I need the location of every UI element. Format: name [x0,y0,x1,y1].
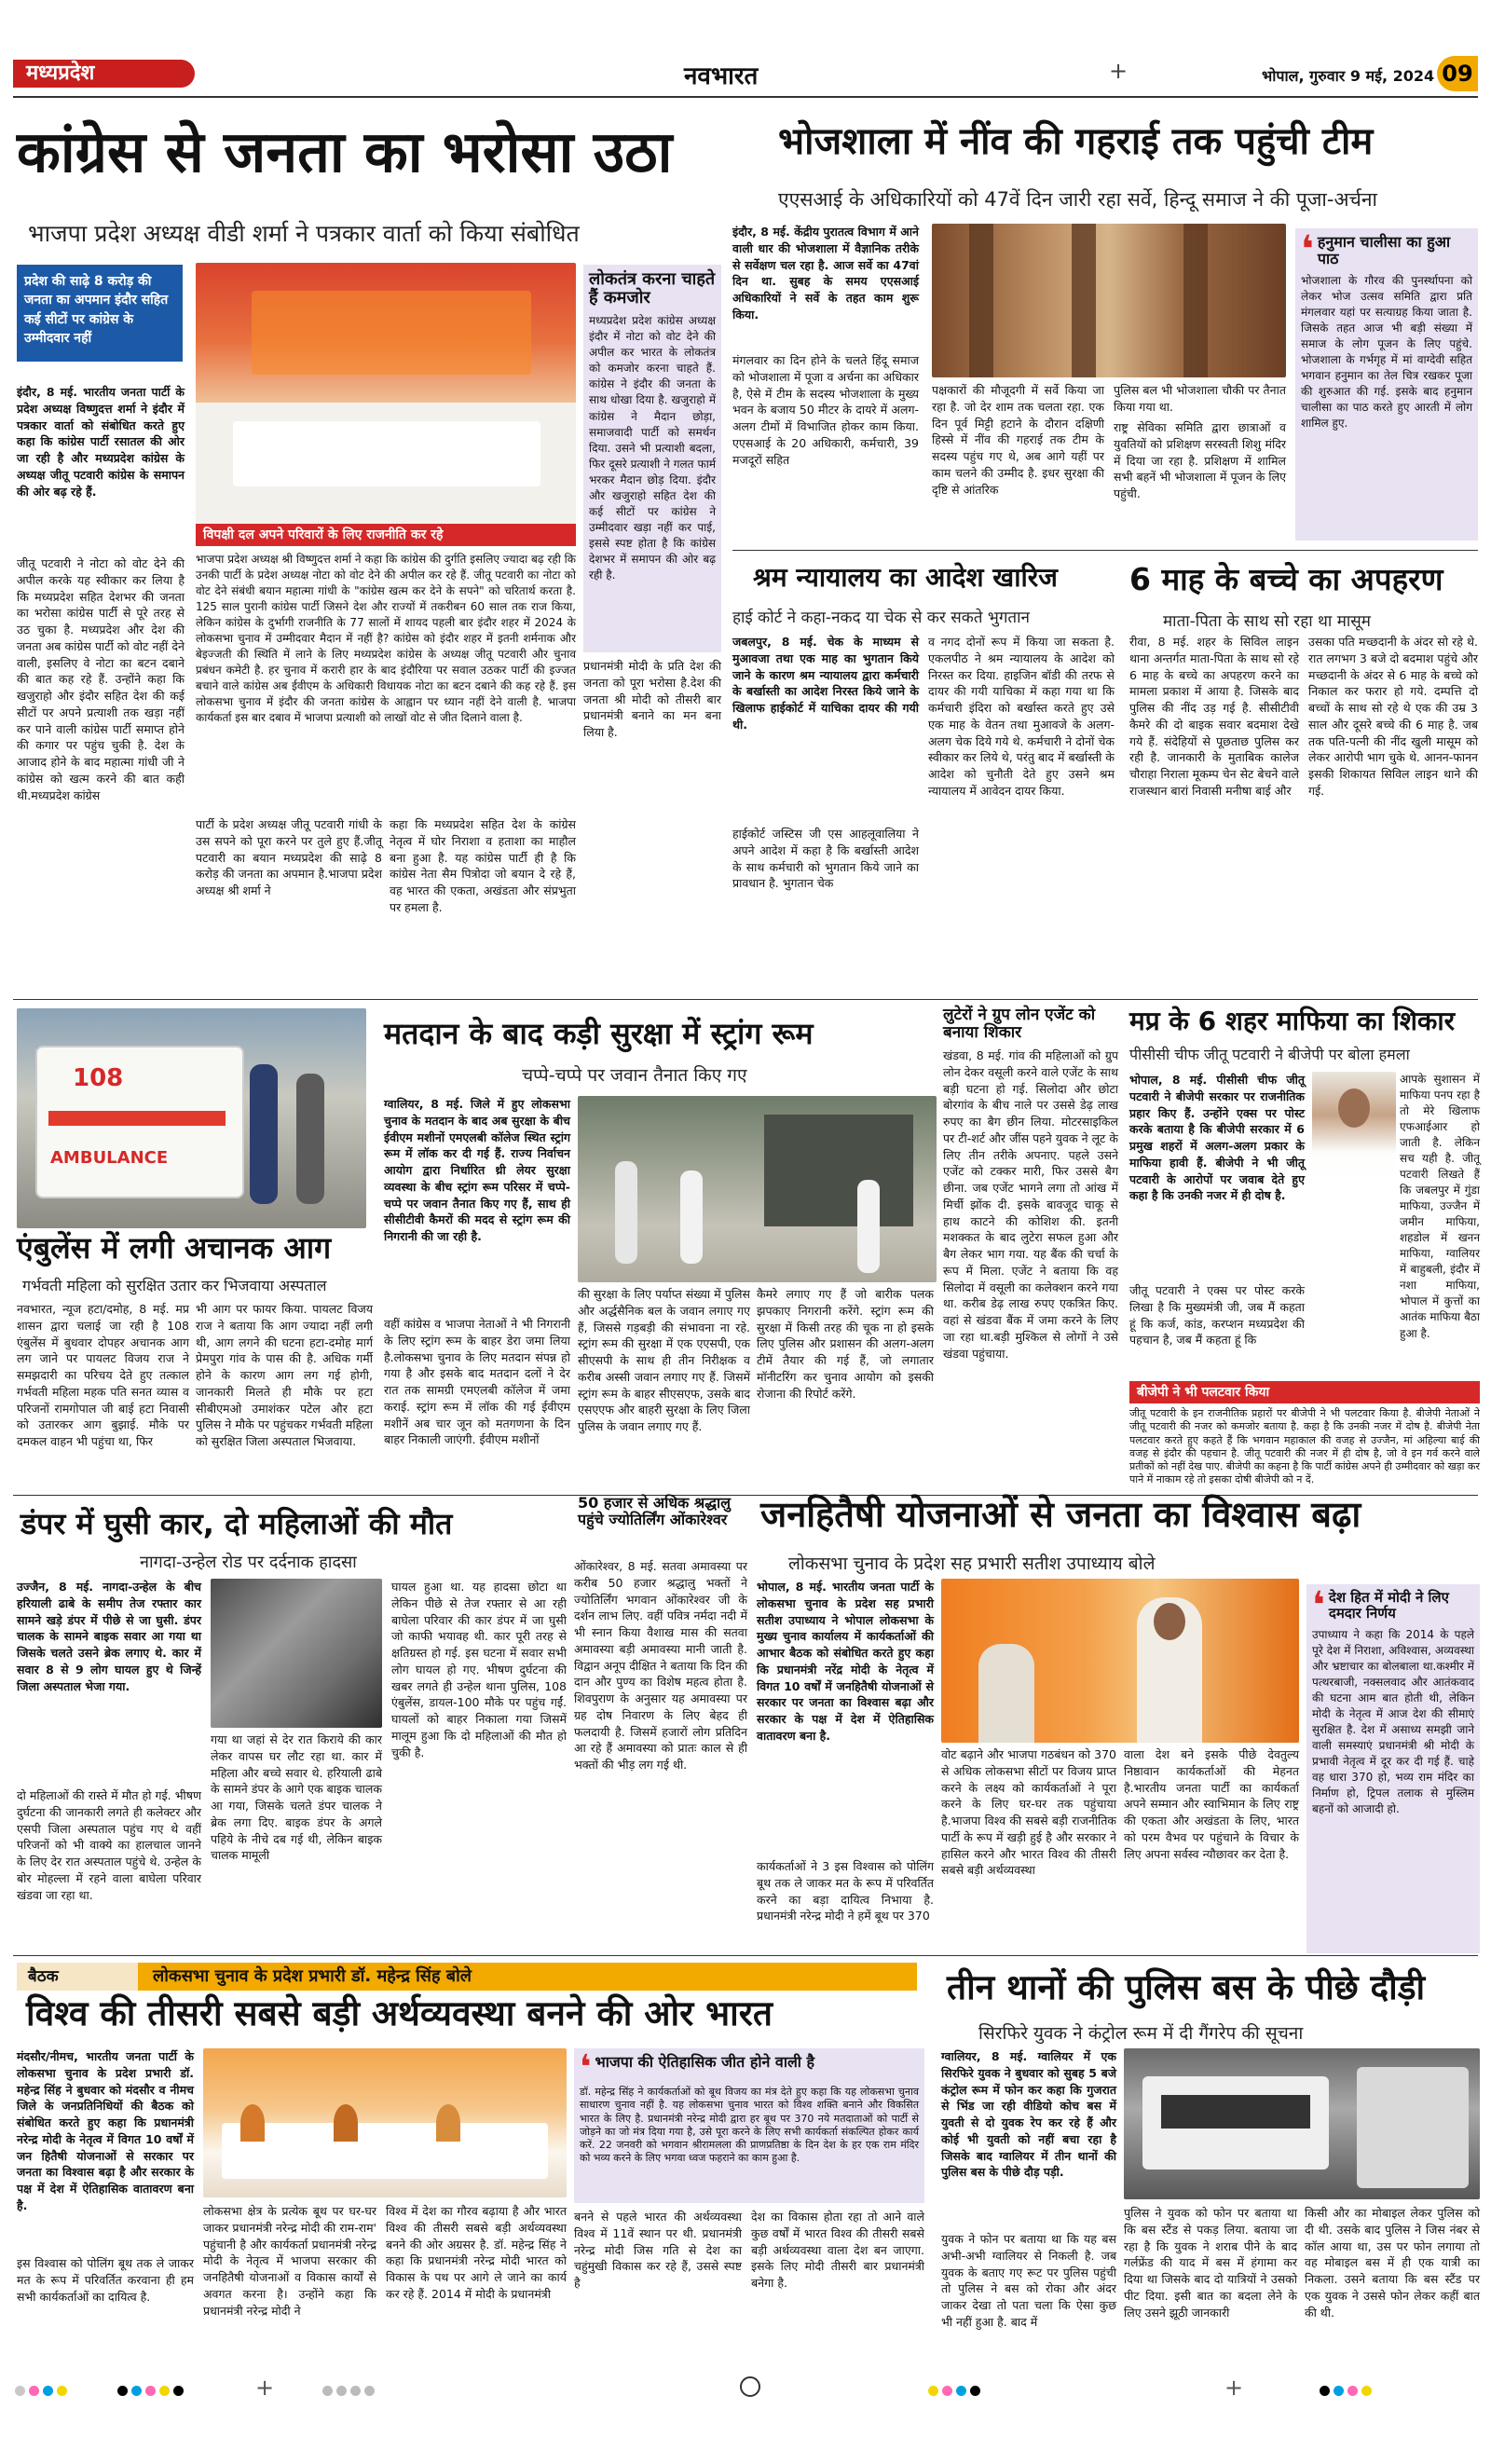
story9-lead: उज्जैन, 8 मई. नागदा-उन्हेल के बीच हरियाली ढाबे के समीप तेज रफ्तार कार सामने खड़े डंपर में पीछे से जा घुसी. डंपर चालक के सामने बाइक सवार आ गया था जिसके चलते उसने ब्रेक लगाए थे. कार में सवार 8 से 9 लोग घायल हुए थे जिन्हें जिला अस्पताल भेजा गया. [17,1580,201,1693]
story4-body: रीवा, 8 मई. शहर के सिविल लाइन थाना अन्तर्गत माता-पिता के साथ सो रहे 6 माह के बच्चे का अपहरण करने का मामला प्रकाश में आया है. जिसके बाद पुलिस की नींद उड़ गई है. सीसीटीवी कैमरे की दो बाइक सवार बदमाश देखे गये हैं. संदेहियों से पूछताछ पुलिस कर रही है. जानकारी के मुताबिक कालेज चौराहा निराला मूकम्प चेन सेट बेचने वाले राजस्थान बारां निवासी मनीषा बाई और [1129,635,1299,798]
story1-tail2: कहा कि मध्यप्रदेश सहित देश के कांग्रेस नेतृत्व में घोर निराशा व हताशा का माहौल बना हुआ है. यह कांग्रेस पार्टी ही है कि कांग्रेस नेता सैम पित्रोदा जो बयान दे रहे हैं, वह भारत की एकता, अखंडता और संप्रभुता पर हमला है. [390,817,576,914]
story12-body: इस विश्वास को पोलिंग बूथ तक ले जाकर मत के रूप में परिवर्तित करवाना ही हम सभी कार्यकर्ताओं का दायित्व है. [17,2256,194,2304]
story7-body: खंडवा, 8 मई. गांव की महिलाओं को ग्रुप लोन देकर वसूली करने वाले एजेंट के साथ बड़ी घटना हो गई. सिलोदा और छोटा बोरगांव के बीच नाले पर उससे डेढ़ लाख रुपए का बैग छीन लिया. मोटरसाइकिल पर टी-शर्ट और जींस पहने युवक ने लूट के लिए तीन तरीके अपनाए. पहले उसने एजेंट को टक्कर मारी, फिर उससे बैग छीना. जब एजेंट भागने लगा तो आंख में मिर्ची झोंक दी. इसके बावजूद चाकू से हाथ काटने की कोशिश की. इतनी मशक्कत के बाद लुटेरा सफल हुआ और बैग लेकर भाग गया. यह बैंक की चर्चा के रूप में मिला. एजेंट ने बताया कि वह सिलोदा में वसूली का कलेक्शन करने गया था. करीब डेढ़ लाख रुपए एकत्रित किए. वहां से खंडवा बैंक में जमा करने के लिए जा रहा था.बड़ी मुश्किल से लोगों ने उसे खंडवा पहुंचाया. [943,1048,1118,1361]
story1-subhead: भाजपा प्रदेश अध्यक्ष वीडी शर्मा ने पत्रकार वार्ता को किया संबोधित [28,220,580,247]
story1-headline: कांग्रेस से जनता का भरोसा उठा [17,119,673,185]
story12-col4: बनने से पहले भारत की अर्थव्यवस्था विश्व में 11वें स्थान पर थी. प्रधानमंत्री नरेन्द्र मोदी जिस गति से देश का चहुंमुखी विकास कर रहे हैं, उससे स्पष्ट है [574,2210,742,2290]
story1-tail1: पार्टी के प्रदेश अध्यक्ष जीतू पटवारी गांधी के उस सपने को पूरा करने पर तुले हुए हैं.जीतू पटवारी का बयान मध्यप्रदेश की साढ़े 8 करोड़ की जनता का अपमान है.भाजपा प्रदेश अध्यक्ष श्री शर्मा ने [196,817,382,897]
story4-headline: 6 माह के बच्चे का अपहरण [1129,561,1443,597]
story8-lead: भोपाल, 8 मई. पीसीसी चीफ जीतू पटवारी ने बीजेपी सरकार पर राजनीतिक प्रहार किए हैं. उन्होंने एक्स पर पोस्ट करके बताया है कि बीजेपी सरकार में 6 प्रमुख शहरों में अलग-अलग प्रकार के माफिया हावी हैं. बीजेपी ने भी जीतू पटवारी के आरोपों पर जवाब देते हुए कहा है कि उनकी नजर में ही दोष है. [1129,1073,1305,1203]
story1-lead: इंदौर, 8 मई. भारतीय जनता पार्टी के प्रदेश अध्यक्ष विष्णुदत्त शर्मा ने इंदौर में पत्रकार वार्ता को संबोधित करते हुए कहा कि कांग्रेस पार्टी रसातल की ओर जा रही है और मध्यप्रदेश कांग्रेस के अध्यक्ष जीतू पटवारी कांग्रेस के समापन की ओर बढ़ रहे हैं. [17,385,185,499]
quote-mark-icon: ❛ [1301,228,1314,271]
story3-col2: व नगद दोनों रूप में किया जा सकता है. एकलपीठ ने श्रम न्यायालय के आदेश को निरस्त कर दिया. हाइजिन बॉडी की तरफ से दायर की गयी याचिका में कहा गया था कि कर्मचारी इंदिरा को बर्खास्त करते हुए उसे एक माह के वेतन तथा मुआवजे के अलग-अलग चेक दिये गये थे. कर्मचारी ने दोनों चेक स्वीकार कर लिये थे, परंतु बाद में बर्खास्ती के आदेश को चुनौती देते हुए उसने श्रम न्यायालय में आवेदन दायर किया. [928,635,1115,798]
story5-body: नवभारत, न्यूज हटा/दमोह, 8 मई. मप्र शासन द्वारा चलाई जा रही है 108 एंबुलेंस में बुधवार दोपहर अचानक आग लग जाने पर पायलट विजय राज ने समझदारी का परिचय देते हुए तत्काल गर्भवती महिला महक पति सनत व्यास व परिजनों रामगोपाल जी बाई हटा निवासी को उतारकर आग बुझाई. मौके पर दमकल वाहन भी पहुंचा था, फिर [17,1302,189,1448]
story2-temple-photo [932,224,1286,377]
story11-speaker-photo [941,1579,1299,1743]
story11-side-title: देश हित में मोदी ने लिए दमदार निर्णय [1328,1589,1449,1622]
story2-col3b: राष्ट्र सेविका समिति द्वारा छात्राओं व युवतियों को प्रशिक्षण सरस्वती शिशु मंदिर में दिया जा रहा है. प्रशिक्षण में शामिल सभी बहनें भी भोजशाला में पूजन के लिए पहुंची. [1114,420,1286,500]
story6-lead: ग्वालियर, 8 मई. जिले में हुए लोकसभा चुनाव के मतदान के बाद अब सुरक्षा के बीच ईवीएम मशीनों एमएलबी कॉलेज स्थित स्ट्रांग रूम में लॉक कर दी गई हैं. राज्य निर्वाचन आयोग द्वारा निर्धारित थ्री लेयर सुरक्षा व्यवस्था के बीच स्ट्रांग रूम परिसर में चप्पे-चप्पे पर जवान तैनात किए गए हैं, साथ ही सीसीटीवी कैमरों की मदद से स्ट्रांग रूम की निगरानी की जा रही है. [384,1097,570,1243]
ambulance-label: AMBULANCE [50,1148,169,1168]
story9-col3: घायल हुआ था. यह हादसा छोटा था लेकिन पीछे से तेज रफ्तार से आ रही बाघेला परिवार की कार डंपर में जा घुसी जो काफी भयावह थी. कार पूरी तरह से क्षतिग्रस्त हो गई. इस घटना में सवार सभी लोग घायल हो गए. भीषण दुर्घटना की खबर लगते ही उन्हेल थाना पुलिस, 108 एंबुलेंस, डायल-100 मौके पर पहुंच गईं. घायलों को बाहर निकाला गया जिसमें मालूम हुआ कि दो महिलाओं की मौत हो चुकी है. [391,1580,567,1759]
story1-body1: जीतू पटवारी ने नोटा को वोट देने की अपील करके यह स्वीकार कर लिया है कि मध्यप्रदेश सहित देशभर की जनता का भरोसा कांग्रेस पार्टी से पूरे तरह से उठ चुका है. मध्यप्रदेश और देश की जनता अब कांग्रेस पार्टी को वोट नहीं देने वाली, इसलिए वे नोटा का बटन दबाने की बात कह रहे हैं. उन्होंने कहा कि खजुराहो और इंदौर सहित देश की कई सीटों पर अपने प्रत्याशी तक खड़ा नहीं कर पाने वाली कांग्रेस पार्टी समाप्त होने की कगार पर पहुंच चुकी है. देश के आजाद होने के बाद महात्मा गांधी जी ने कांग्रेस को खत्म करने की बात कही थी.मध्यप्रदेश कांग्रेस [17,556,185,802]
story8-bjp-body: जीतू पटवारी के इन राजनीतिक प्रहारों पर बीजेपी ने भी पलटवार किया है. बीजेपी नेताओं ने जीतू पटवारी की नजर को कमजोर बताया है. कहा है कि उनकी नजर में दोष है. बीजेपी नेता पलटवार करते हुए कहते हैं कि भगवान महाकाल की वजह से उज्जैन, मां अहिल्या बाई की वजह से इंदौर की पहचान है. जीतू पटवारी की नजर में ही दोष है, जो वे इन गर्व करने वाले प्रतीकों को नहीं देख पाए. बीजेपी का कहना है कि पार्टी कांग्रेस अपने ही उम्मीदवार को खड़ा कर पाने में नाकाम रहे तो इसका दोषी बीजेपी को न दें. [1129,1407,1480,1486]
story5-headline: एंबुलेंस में लगी अचानक आग [17,1230,332,1266]
story1-side-box [583,265,721,652]
story12-side-box [574,2048,924,2203]
story1-side-title: लोकतंत्र करना चाहते हैं कमजोर [589,269,716,308]
story9-body: दो महिलाओं की रास्ते में मौत हो गई. भीषण दुर्घटना की जानकारी लगते ही कलेक्टर और एसपी जिला अस्पताल पहुंच गए थे वहीं परिजनों को भी वाक्ये का हालचाल जानने के लिए देर रात अस्पताल पहुंचे थे. उन्हेल के बोर मोहल्ला में रहने वाला बाघेला परिवार खंडवा जा रहा था. [17,1788,201,1902]
story6-col2: की सुरक्षा के लिए पर्याप्त संख्या में पुलिस और अर्द्धसैनिक बल के जवान लगाए गए हैं, जिससे गड़बड़ी की संभावना ना रहे. स्ट्रांग रूम की सुरक्षा में एक एएसपी, एक सीएसपी के साथ ही तीन निरीक्षक व करीब अस्सी जवान लगाए गए हैं. जिसमें स्ट्रांग रूम के बाहर सीएसएफ, उसके बाद एसएएफ और बाहरी सुरक्षा के लिए जिला पुलिस के जवान लगाए गए हैं. [578,1287,750,1433]
story12-col2: लोकसभा क्षेत्र के प्रत्येक बूथ पर घर-घर जाकर प्रधानमंत्री नरेन्द्र मोदी की राम-राम' पहुंचानी है और कार्यकर्ता प्रधानमंत्री नरेन्द्र मोदी के नेतृत्व में भाजपा सरकार की जनहितैषी योजनाओं व विकास कार्यों से अवगत करना है। उन्होंने कहा कि प्रधानमंत्री नरेन्द्र मोदी ने [203,2204,376,2318]
story10-headline: 50 हजार से अधिक श्रद्धालु पहुंचे ज्योतिर्लिंग ओंकारेश्वर [578,1494,732,1528]
story1-press-photo [196,263,576,524]
story12-col3: विश्व में देश का गौरव बढ़ाया है और भारत विश्व की तीसरी सबसे बड़ी अर्थव्यवस्था बनने की ओर अग्रसर है. डॉ. महेन्द्र सिंह ने कहा कि प्रधानमंत्री नरेन्द्र मोदी भारत को विकास के पथ पर आगे ले जाने का कार्य कर रहे हैं. 2014 में मोदी के प्रधानमंत्री [386,2204,567,2301]
story9-headline: डंपर में घुसी कार, दो महिलाओं की मौत [21,1506,453,1541]
story3-subhead: हाई कोर्ट ने कहा-नकद या चेक से कर सकते भुगतान [732,609,1030,627]
crosshair-icon: + [1109,58,1129,84]
story8-right-col: आपके सुशासन में माफिया पनप रहा है तो मेरे खिलाफ एफआईआर हो जाती है. लेकिन सच यही है. जीतू पटवारी लिखते हैं कि जबलपुर में गुंडा माफिया, उज्जैन में जमीन माफिया, शहडोल में खनन माफिया, ग्वालियर में बाहुबली, इंदौर में नशा माफिया, भोपाल में कुत्तों का आतंक माफिया बैठा हुआ है. [1400,1073,1480,1340]
story12-side-title: भाजपा की ऐतिहासिक जीत होने वाली है [595,2053,815,2071]
story5-ambulance-photo [17,1008,366,1228]
story12-headline: विश्व की तीसरी सबसे बड़ी अर्थव्यवस्था बनने की ओर भारत [26,1993,773,2033]
quote-mark-icon: ❛ [1312,1584,1325,1627]
story10-body: ओंकारेश्वर, 8 मई. सतवा अमावस्या पर करीब 50 हजार श्रद्धालु भक्तों ने ज्योतिर्लिंग भगवान ओंकारेश्वर जी के दर्शन लाभ लिए. वहीं पवित्र नर्मदा नदी में भी स्नान किया वैशाख मास की सतवा अमावस्या बड़ी अमावस्या मानी जाती है. विद्वान अनूप दीक्षित ने बताया कि दिन की दान और पुण्य का विशेष महत्व होता है. शिवपुराण के अनुसार यह अमावस्या पर ग्रह दोष निवारण के लिए बेहद ही फलदायी है. जिसमें हजारों लोग प्रतिदिन आ रहे हैं अमावस्या को प्रातः काल से ही भक्तों की भीड़ लग गई थी. [574,1559,747,1772]
story8-bjp-title: बीजेपी ने भी पलटवार किया [1129,1381,1480,1403]
story2-body: मंगलवार का दिन होने के चलते हिंदू समाज को भोजशाला में पूजा व अर्चना का अधिकार है, ऐसे में टीम के सदस्य भोजशाला के मुख्य भवन के बजाय 50 मीटर के दायरे में अलग-अलग टीमों में विभाजित होकर काम किया. एएसआई के 20 अधिकारी, कर्मचारी, 39 मजदूरों सहित [732,353,919,467]
story2-side-title: हनुमान चालीसा का हुआ पाठ [1317,233,1451,267]
story13-headline: तीन थानों की पुलिस बस के पीछे दौड़ी [947,1967,1426,2007]
section-label: मध्यप्रदेश [13,60,195,88]
story1-side-body: मध्यप्रदेश प्रदेश कांग्रेस अध्यक्ष इंदौर में नोटा को वोट देने की अपील कर भारत के लोकतंत्र को कमजोर करना चाहते हैं. कांग्रेस ने इंदौर की जनता के साथ धोखा दिया है. खजुराहो में कांग्रेस ने मैदान छोड़ा, समाजवादी पार्टी को समर्थन दिया. उसने भी प्रत्याशी बदला, फिर दूसरे प्रत्याशी ने गलत फार्म भरकर मैदान छोड़ दिया. इंदौर और खजुराहो सहित देश की कई सीटों पर कांग्रेस ने उम्मीदवार खड़ा नहीं कर पाई, इससे स्पष्ट होता है कि कांग्रेस देशभर में समापन की ओर बढ़ रही है. [589,314,716,582]
story12-lead: मंदसौर/नीमच, भारतीय जनता पार्टी के लोकसभा चुनाव के प्रदेश प्रभारी डॉ. महेन्द्र सिंह ने बुधवार को मंदसौर व नीमच जिले के जनप्रतिनिधियों की बैठक को संबोधित करते हुए कहा कि प्रधानमंत्री नरेन्द्र मोदी के नेतृत्व में विगत 10 वर्षों में जन हितैषी योजनाओं से सरकार पर जनता का विश्वास बढ़ा है और सरकार के पक्ष में देश में ऐतिहासिक वातावरण बना है. [17,2049,194,2212]
story7-headline: लुटेरों ने ग्रुप लोन एजेंट को बनाया शिकार [943,1006,1096,1043]
story1-caption-body: भाजपा प्रदेश अध्यक्ष श्री विष्णुदत्त शर्मा ने कहा कि कांग्रेस की दुर्गति इसलिए ज्यादा बढ़ रही कि उनकी पार्टी के प्रदेश अध्यक्ष नोटा को वोट देने की अपील कर रहे हैं. जीतू पटवारी का नोटा को वोट देने संबंधी बयान महात्मा गांधी के "कांग्रेस खत्म कर देने के सपने" को चरितार्थ करता है. 125 साल पुरानी कांग्रेस पार्टी जिसने देश और राज्यों में तकरीबन 60 साल तक राज किया, लेकिन कांग्रेस के दुर्भागी राजनीति के 77 सालों में शायद पहली बार इंदौर शहर में 2024 के लोकसभा चुनाव में उम्मीदवार मैदान में नहीं है? कांग्रेस को इंदौर शहर में इतनी शर्मनाक और बेइज्जती की स्थिति में लाने के लिए मध्यप्रदेश कांग्रेस के अध्यक्ष जीतू पटवारी और चुनाव प्रबंधन कमेटी है. हर चुनाव में करारी हार के बाद इंदौरिया पर सवाल उठकर पार्टी की इज्जत बचाने वाले कांग्रेस अब ईवीएम के अधिकारी विधायक नोटा का बटन दबाने की कह रहे हैं. इस लोकसभा चुनाव में इंदौर की जनता कांग्रेस के आह्वान पर ध्यान नहीं देने वाली है. भाजपा कार्यकर्ता इस बार दबाव में भाजपा प्रत्याशी को लाखों वोट से जीत दिलाने वाला है. [196,553,576,725]
paper-name: नवभारत [684,62,759,90]
story4-col2: उसका पति मच्छदानी के अंदर सो रहे थे. रात लगभग 3 बजे दो बदमाश पहुंचे और मच्छदानी के अंदर से 6 माह के बच्चे को निकाल कर फरार हो गये. दम्पत्ति दो बच्चों के साथ सो रहे थे एक की उम्र 3 साल और दूसरे बच्चे की 6 माह है. जब तक पति-पत्नी की नींद खुली मासूम को लेकर आरोपी भाग चुके थे. आनन-फानन इसकी शिकायत सिविल लाइन थाने की गई. [1308,635,1478,798]
masthead [13,56,1478,93]
story12-kicker: बैठक [17,1963,138,1991]
story11-col2: वोट बढ़ाने और भाजपा गठबंधन को 370 से अधिक लोकसभा सीटों पर विजय प्राप्त करने के लक्ष्य को कार्यकर्ताओं ने पूरा करने के लिए घर-घर तक पहुंचाया है.भाजपा विश्व की सबसे बड़ी राजनीतिक पार्टी के रूप में खड़ी हुई है और सरकार ने हासिल करने और भारत विश्व की तीसरी सबसे बड़ी अर्थव्यवस्था [941,1747,1116,1878]
story6-subhead: चप्पे-चप्पे पर जवान तैनात किए गए [522,1065,747,1086]
story6-body: वहीं कांग्रेस व भाजपा नेताओं ने भी निगरानी के लिए स्ट्रांग रूम के बाहर डेरा जमा लिया है.लोकसभा चुनाव के लिए मतदान संपन्न हो गया है और इसके बाद मतदान दलों ने देर रात तक सामग्री एमएलबी कॉलेज में जमा कराई. स्ट्रांग रूम में लॉक की गई ईवीएम मशीनें अब चार जून को मतगणना के दिन बाहर निकाली जाएंगी. ईवीएम मशीनों [384,1317,570,1447]
story13-subhead: सिरफिरे युवक ने कंट्रोल रूम में दी गैंगरेप की सूचना [978,2023,1304,2044]
story12-banner: लोकसभा चुनाव के प्रदेश प्रभारी डॉ. महेन्द्र सिंह बोले [138,1963,917,1991]
story13-col2: पुलिस ने युवक को फोन पर बताया था कि बस स्टैंड से पकड़ लिया. बताया जा रहा है कि युवक ने शराब पीने के बाद गर्लफ्रेंड की याद में बस में हंगामा कर दिया था जिसके बाद दो यात्रियों ने उसको पीट दिया. इसी बात का बदला लेने के लिए उसने झूठी जानकारी [1124,2206,1297,2320]
story2-side-box [1295,228,1478,541]
story5-col2: भी आग पर फायर किया. पायलट विजय राज ने बताया कि आग ज्यादा नहीं लगी थी, आग लगने की घटना हटा-दमोह मार्ग प्रेमपुरा गांव के पास की है. अधिक गर्मी होने के कारण आग लग गई होगी, जानकारी मिलते ही मौके पर हटा सीबीएमओ उमाशंकर पटेल और हटा पुलिस ने मौके पर पहुंचकर गर्भवती महिला को सुरक्षित जिला अस्पताल भिजवाया. [196,1302,373,1448]
page-number: 09 [1437,56,1478,91]
story11-side-body: उपाध्याय ने कहा कि 2014 के पहले पूरे देश में निराशा, अविश्वास, अव्यवस्था और भ्रष्टाचार का बोलबाला था.कश्मीर में पत्थरबाजी, नक्सलवाद और आतंकवाद की घटना आम बात होती थी, लेकिन मोदी के नेतृत्व में आज देश की सीमाएं सुरक्षित है. देश में असाध्य समझी जाने वाली समस्याएं प्रधानमंत्री श्री मोदी के प्रभावी नेतृत्व में दूर कर दी गई हैं. चाहे वह धारा 370 हो, भव्य राम मंदिर का निर्माण हो, ट्रिपल तलाक से मुस्लिम बहनों को आजादी हो. [1312,1628,1474,1816]
story11-subhead: लोकसभा चुनाव के प्रदेश सह प्रभारी सतीश उपाध्याय बोले [788,1554,1156,1574]
story13-col3: किसी और का मोबाइल लेकर पुलिस को दी थी. उसके बाद पुलिस ने जिस नंबर से कॉल आया था, उस पर फोन लगाया तो वह मोबाइल बस में ही एक यात्री का निकला. उसने बताया कि बस स्टैंड पर एक युवक ने उससे फोन लेकर कहीं बात की थी. [1305,2206,1480,2320]
story6-headline: मतदान के बाद कड़ी सुरक्षा में स्ट्रांग रूम [384,1016,814,1051]
story3-headline: श्रम न्यायालय का आदेश खारिज [753,562,1058,593]
crosshair-icon: + [1224,2375,1244,2401]
story13-lead: ग्वालियर, 8 मई. ग्वालियर में एक सिरफिरे युवक ने बुधवार को सुबह 5 बजे कंट्रोल रूम में फोन कर कहा कि गुजरात से भिंड जा रही वीडियो कोच बस में युवती से दो युवक रेप कर रहे हैं और कोई भी युवती को नहीं बचा रहा है जिसके बाद ग्वालियर में तीन थानों की पुलिस बस के पीछे दौड़ पड़ी. [941,2049,1116,2180]
story2-lead: इंदौर, 8 मई. केंद्रीय पुरातत्व विभाग में आने वाली धार की भोजशाला में वैज्ञानिक तरीके से सर्वेक्षण चल रहा है. आज सर्वे का 47वां दिन था. सुबह के समय एएसआई अधिकारियों ने सर्वे के तहत काम शुरू किया. [732,225,919,322]
dateline: भोपाल, गुरुवार 9 मई, 2024 [1262,67,1435,85]
story6-strongroom-photo [578,1096,937,1282]
story3-lead: जबलपुर, 8 मई. चेक के माध्यम से मुआवजा तथा एक माह का भुगतान किये जाने के कारण श्रम न्यायालय द्वारा कर्मचारी के बर्खास्ती का आदेश निरस्त किये जाने के खिलाफ हाईकोर्ट में याचिका दायर की गयी थी. [732,635,919,732]
story11-col3: वाला देश बने इसके पीछे देवतुल्य निष्ठावान कार्यकर्ताओं की मेहनत है.भारतीय जनता पार्टी का कार्यकर्ता अपने सम्मान और स्वाभिमान के लिए राष्ट्र की एकता और अखंडता के लिए, भारत को परम वैभव पर पहुंचाने के विचार के लिए अपना सर्वस्व न्यौछावर कर देता है. [1124,1747,1299,1861]
story1-infobox: प्रदेश की साढ़े 8 करोड़ की जनता का अपमान इंदौर सहित कई सीटों पर कांग्रेस के उम्मीदवार नहीं [17,265,183,362]
story2-subhead: एएसआई के अधिकारियों को 47वें दिन जारी रहा सर्वे, हिन्दू समाज ने की पूजा-अर्चना [778,188,1377,211]
story2-headline: भोजशाला में नींव की गहराई तक पहुंची टीम [778,120,1374,163]
story11-body: कार्यकर्ताओं ने 3 इस विश्वास को पोलिंग बूथ तक ले जाकर मत के रूप में परिवर्तित करने का बड़ा दायित्व निभाया है. प्रधानमंत्री नरेन्द्र मोदी ने हमें बूथ पर 370 [757,1859,934,1923]
story8-subhead: पीसीसी चीफ जीतू पटवारी ने बीजेपी पर बोला हमला [1129,1046,1410,1063]
story12-col5: देश का विकास होता रहा तो आने वाले कुछ वर्षों में भारत विश्व की तीसरी सबसे बड़ी अर्थव्यवस्था वाला देश बन जाएगा. इसके लिए मोदी तीसरी बार प्रधानमंत्री बनेगा है. [751,2210,924,2290]
story4-subhead: माता-पिता के साथ सो रहा था मासूम [1163,612,1371,631]
quote-mark-icon: ❛ [580,2048,592,2087]
story8-headline: मप्र के 6 शहर माफिया का शिकार [1129,1006,1456,1036]
story9-accident-photo [211,1579,382,1728]
story6-col3: कैमरे लगाए गए हैं जो बारीक पलक झपकाए निगरानी करेंगे. स्ट्रांग रूम की सुरक्षा में किसी तरह की चूक ना हो इसके लिए पुलिस और प्रशासन की अलग-अलग टीमें तैयार की गई हैं, जो लगातार मॉनीटरिंग कर चुनाव आयोग को इसकी रोजाना की रिपोर्ट करेंगे. [757,1287,934,1401]
story2-col2: पक्षकारों की मौजूदगी में सर्वे किया जा रहा है. जो देर शाम तक चलता रहा. एक दिन पूर्व मिट्टी हटाने के दौरान दक्षिणी हिस्से में नींव की गहराई तक टीम के सदस्य पहुंच गए थे, अब आगे यहीं पर काम चलने की उम्मीद है. इधर सुरक्षा की दृष्टि से आंतरिक [932,383,1104,497]
ambulance-number: 108 [73,1064,124,1092]
print-registration-marks [13,2373,1478,2410]
story2-side-body: भोजशाला के गौरव की पुनर्स्थापना को लेकर भोज उत्सव समिति द्वारा प्रति मंगलवार यहां पर सत्याग्रह किया जाता है. जिसके तहत आज भी बड़ी संख्या में समाज के लोग पूजन के लिए पहुंचे. भोजशाला के गर्भगृह में मां वाग्देवी सहित भगवान हनुमान का तेल चित्र रखकर पूजा की शुरुआत की गई. इसके बाद हनुमान चालीसा का पाठ करते हुए आरती में लोग शामिल हुए. [1301,273,1472,431]
story1-tail3: प्रधानमंत्री मोदी के प्रति देश की जनता को पूरा भरोसा है.देश की जनता श्री मोदी को तीसरी बार प्रधानमंत्री बनाने का मन बना लिया है. [583,659,721,739]
story9-col2: गया था जहां से देर रात किराये की कार लेकर वापस घर लौट रहा था. कार में महिला और बच्चे सवार थे. हरियाली ढाबे के सामने डंपर के आगे एक बाइक चालक आ गया, जिसके चलते डंपर चालक ने ब्रेक लगा दिए. बाइक डंपर के अगले पहिये के नीचे दब गई थी, लेकिन बाइक चालक मामूली [211,1732,382,1863]
story5-subhead: गर्भवती महिला को सुरक्षित उतार कर भिजवाया अस्पताल [22,1277,327,1294]
story11-lead: भोपाल, 8 मई. भारतीय जनता पार्टी के लोकसभा चुनाव के प्रदेश सह प्रभारी सतीश उपाध्याय ने भोपाल लोकसभा के मुख्य चुनाव कार्यालय में कार्यकर्ताओं की आभार बैठक को संबोधित करते हुए कहा कि प्रधानमंत्री नरेंद्र मोदी के नेतृत्व में विगत 10 वर्षों में जनहितैषी योजनाओं से सरकार पर जनता का विश्वास बढ़ा और सरकार के पक्ष में देश में ऐतिहासिक वातावरण बना है. [757,1580,934,1743]
story3-body: हाईकोर्ट जस्टिस जी एस आहलूवालिया ने अपने आदेश में कहा है कि बर्खास्ती आदेश के साथ कर्मचारी को भुगतान किये जाने का प्रावधान है. भुगतान चेक [732,827,919,891]
crosshair-icon: + [255,2375,275,2401]
story11-side-box [1306,1584,1480,1953]
story11-headline: जनहितैषी योजनाओं से जनता का विश्वास बढ़ा [760,1494,1361,1535]
story8-body: जीतू पटवारी ने एक्स पर पोस्ट करके लिखा है कि मुख्यमंत्री जी, जब मैं कहता हूं कि कर्ज, कांड, करप्शन मध्यप्रदेश की पहचान है, जब मैं कहता हूं कि [1129,1283,1305,1348]
story2-col3: पुलिस बल भी भोजशाला चौकी पर तैनात किया गया था. [1114,383,1286,414]
story1-photo-caption: विपक्षी दल अपने परिवारों के लिए राजनीति कर रहे [196,524,576,546]
story13-bus-photo [1124,2048,1480,2199]
target-icon [740,2376,760,2397]
story13-body: युवक ने फोन पर बताया था कि यह बस अभी-अभी ग्वालियर से निकली है. जब युवक के बताए गए रूट पर पुलिस पहुंची तो पुलिस ने बस को रोका और अंदर जाकर देखा तो पता चला कि ऐसा कुछ भी नहीं हुआ है. बाद में [941,2232,1116,2329]
story12-side-body: डॉ. महेन्द्र सिंह ने कार्यकर्ताओं को बूथ विजय का मंत्र देते हुए कहा कि यह लोकसभा चुनाव साधारण चुनाव नहीं है. यह लोकसभा चुनाव भारत को विश्व शक्ति बनाने और विकसित भारत के लिए है. प्रधानमंत्री नरेन्द्र मोदी द्वारा हर बूथ पर 370 नये मतदाताओं को पार्टी से जोड़ने का जो मंत्र दिया गया है, उसे पूरा करने के लिए सभी कार्यकर्ता संकल्पित होकर कार्य करें. 22 जनवरी को भगवान श्रीरामलला की प्राणप्रतिष्ठा के दिन देश के हर एक राम मंदिर को भव्य करने के लिए भगवा ध्वज फहराने का काम हुआ है. [580,2086,919,2165]
story8-portrait [1312,1072,1396,1180]
story12-meeting-photo [203,2048,567,2197]
story9-subhead: नागदा-उन्हेल रोड पर दर्दनाक हादसा [140,1553,357,1572]
